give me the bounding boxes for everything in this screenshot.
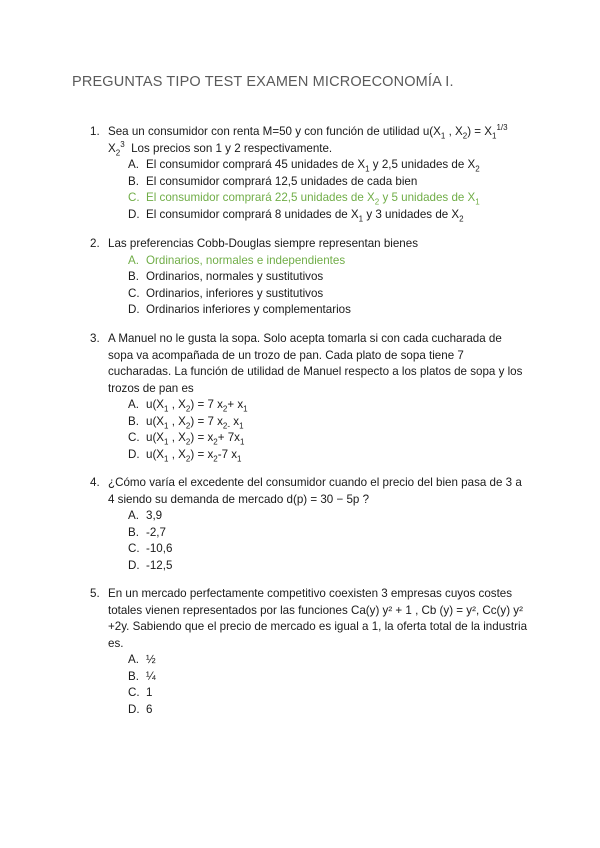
- option-b[interactable]: B. -2,7: [128, 525, 166, 539]
- question-number: 4.: [90, 476, 100, 489]
- option-a[interactable]: A. $u(X_1$ , $X_2) = 7$ $x_2+ x_1$: [128, 398, 248, 414]
- option-c[interactable]: C. Ordinarios, inferiores y sustitutivos: [128, 286, 324, 300]
- option-a-correct[interactable]: A. Ordinarios, normales e independientes: [128, 253, 346, 267]
- option-a[interactable]: A. ½: [128, 653, 156, 666]
- question-4: [90, 475, 530, 574]
- question-number: 5.: [90, 587, 100, 600]
- question-text: A Manuel no le gusta la sopa. Solo acepta tomarla si con cada cucharada de sopa va acompañada de un trozo de pan. Cada plato de sopa tiene 7 cucharadas. La función de utilidad de Manuel respecto a los platos de sopa y los trozos de pan es: [108, 332, 523, 395]
- option-c-correct[interactable]: C. El consumidor comprará 22,5 unidades de $X_2$ y 5 unidades de $X_1$: [128, 191, 480, 207]
- option-c[interactable]: C. -10,6: [128, 542, 173, 555]
- question-5: [90, 586, 530, 718]
- option-d[interactable]: D. -12,5: [128, 558, 173, 572]
- option-d[interactable]: D. El consumidor comprará 8 unidades de $X_1$ y 3 unidades de $X_2$: [128, 207, 464, 223]
- option-b[interactable]: B. El consumidor comprará 12,5 unidades de cada bien: [128, 174, 418, 188]
- option-c[interactable]: C. 1: [128, 686, 153, 699]
- question-3: [90, 331, 530, 463]
- question-text: Sea un consumidor con renta M=50 y con función de utilidad $u(X_1$ , $X_2) = X_1^{1/3}$ $X_2^3$ Los precios son 1 y 2 respectivamente.: [108, 123, 508, 157]
- option-d[interactable]: D. $u(X_1$ , $X_2) = x_2-7$ $x_1$: [128, 447, 242, 463]
- options-list: [128, 157, 530, 223]
- question-number: 2.: [90, 237, 100, 250]
- options-list: [128, 397, 530, 463]
- option-c[interactable]: C. $u(X_1$ , $X_2) = x_2+ 7x_1$: [128, 431, 245, 447]
- options-list: [128, 253, 530, 319]
- question-number: 1.: [90, 125, 100, 138]
- question-1: [90, 124, 530, 223]
- question-text: ¿Cómo varía el excedente del consumidor cuando el precio del bien pasa de 3 a 4 siendo su demanda de mercado d(p) = 30 − 5p ?: [108, 476, 522, 506]
- option-d[interactable]: D. Ordinarios inferiores y complementarios: [128, 303, 351, 316]
- question-text: Las preferencias Cobb-Douglas siempre representan bienes: [108, 237, 418, 250]
- question-2: [90, 236, 530, 319]
- options-list: [128, 652, 530, 718]
- option-a[interactable]: A. 3,9: [128, 509, 163, 522]
- option-d[interactable]: D. 6: [128, 702, 153, 716]
- option-b[interactable]: B. ¼: [128, 669, 156, 683]
- question-number: 3.: [90, 332, 100, 345]
- option-b[interactable]: B. Ordinarios, normales y sustitutivos: [128, 270, 324, 283]
- document-title: PREGUNTAS TIPO TEST EXAMEN MICROECONOMÍA I.: [72, 74, 454, 90]
- option-a[interactable]: A. El consumidor comprará 45 unidades de $X_1$ y 2,5 unidades de $X_2$: [128, 158, 480, 174]
- options-list: [128, 508, 530, 574]
- question-text: En un mercado perfectamente competitivo coexisten 3 empresas cuyos costes totales vienen representados por las funciones Ca(y) y² + 1 , Cb (y) = y², Cc(y) y² +2y. Sabiendo que el precio de mercado es igual a 1, la oferta total de la industria es.: [108, 587, 528, 650]
- option-b[interactable]: B. $u(X_1$ , $X_2) = 7$ $x_{2-}$ $x_1$: [128, 414, 244, 430]
